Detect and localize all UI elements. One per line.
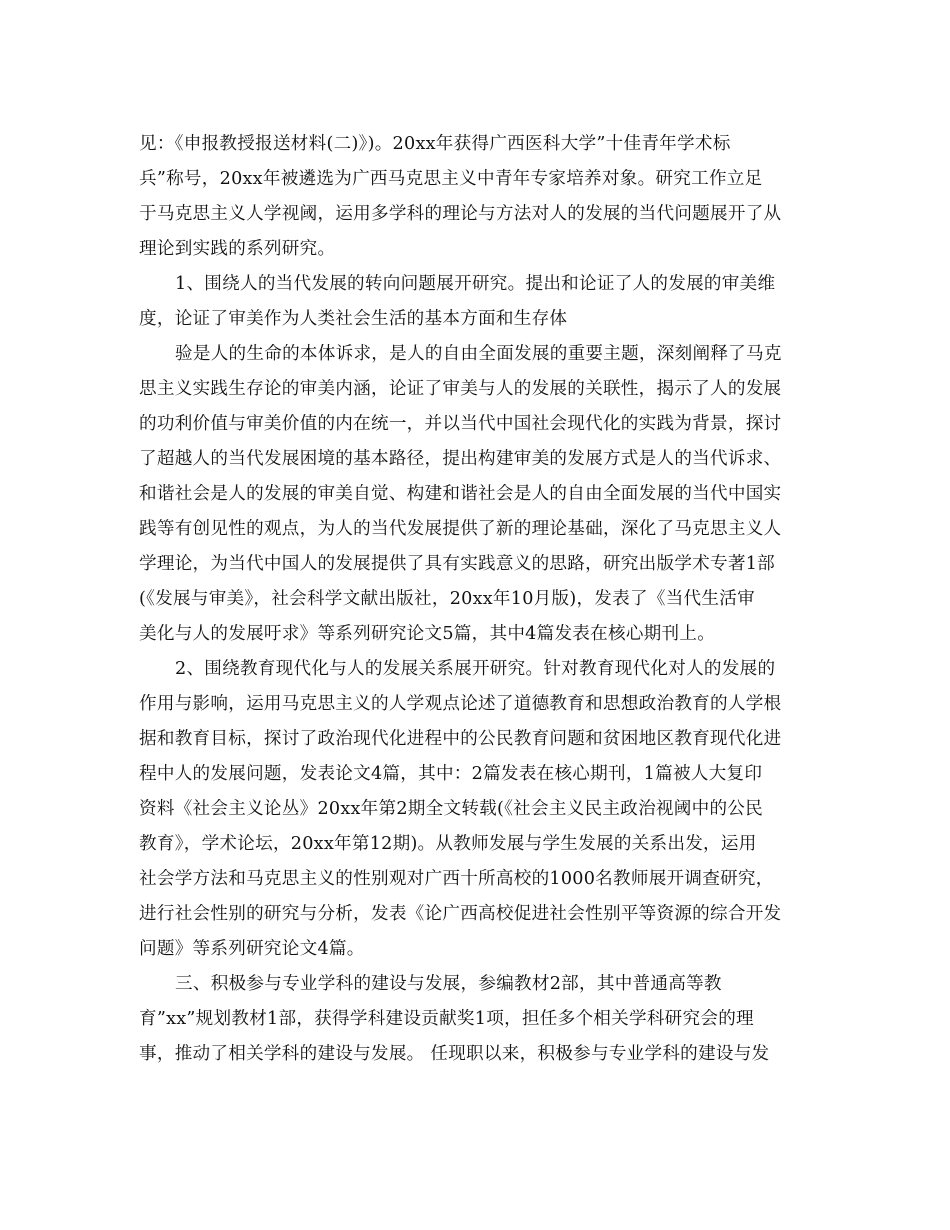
text-line: 于马克思主义人学视阈，运用多学科的理论与方法对人的发展的当代问题展开了从 (139, 204, 782, 224)
text-line: 度，论证了审美作为人类社会生活的基本方面和生存体 (139, 309, 568, 329)
text-line: 思主义实践生存论的审美内涵，论证了审美与人的发展的关联性，揭示了人的发展 (139, 379, 782, 399)
text-line: 和谐社会是人的发展的审美自觉、构建和谐社会是人的自由全面发展的当代中国实 (139, 484, 782, 504)
text-line: 育”xx”规划教材1部，获得学科建设贡献奖1项，担任多个相关学科研究会的理 (139, 1009, 754, 1029)
text-line: 作用与影响，运用马克思主义的人学观点论述了道德教育和思想政治教育的人学根 (139, 694, 782, 714)
text-line: 践等有创见性的观点，为人的当代发展提供了新的理论基础，深化了马克思主义人 (139, 519, 782, 539)
text-line: 理论到实践的系列研究。 (139, 239, 336, 259)
text-line: 学理论，为当代中国人的发展提供了具有实践意义的思路，研究出版学术专著1部 (139, 554, 775, 574)
text-line: 的功利价值与审美价值的内在统一，并以当代中国社会现代化的实践为背景，探讨 (139, 414, 782, 434)
document-body (139, 127, 814, 1072)
text-line: 三、积极参与专业学科的建设与发展，参编教材2部，其中普通高等教 (175, 974, 722, 994)
text-line: (《发展与审美》，社会科学文献出版社，20xx年10月版)，发表了《当代生活审 (139, 589, 755, 609)
text-line: 问题》等系列研究论文4篇。 (139, 939, 365, 959)
text-line: 事，推动了相关学科的建设与发展。 任现职以来，积极参与专业学科的建设与发 (139, 1044, 770, 1064)
text-line: 社会学方法和马克思主义的性别观对广西十所高校的1000名教师展开调查研究， (139, 869, 774, 889)
text-line: 据和教育目标，探讨了政治现代化进程中的公民教育问题和贫困地区教育现代化进 (139, 729, 782, 749)
text-line: 2、围绕教育现代化与人的发展关系展开研究。针对教育现代化对人的发展的 (175, 659, 776, 679)
text-line: 见：《申报教授报送材料(二)》)。20xx年获得广西医科大学”十佳青年学术标 (139, 134, 731, 154)
text-line: 进行社会性别的研究与分析，发表《论广西高校促进社会性别平等资源的综合开发 (139, 904, 782, 924)
text-line: 教育》，学术论坛，20xx年第12期)。从教师发展与学生发展的关系出发，运用 (139, 834, 757, 854)
text-line: 1、围绕人的当代发展的转向问题展开研究。提出和论证了人的发展的审美维 (175, 274, 776, 294)
text-line: 美化与人的发展吁求》等系列研究论文5篇，其中4篇发表在核心期刊上。 (139, 624, 716, 644)
text-line: 资料《社会主义论丛》20xx年第2期全文转载(《社会主义民主政治视阈中的公民 (139, 799, 763, 819)
text-line: 了超越人的当代发展困境的基本路径，提出构建审美的发展方式是人的当代诉求、 (139, 449, 782, 469)
text-line: 验是人的生命的本体诉求，是人的自由全面发展的重要主题，深刻阐释了马克 (175, 344, 782, 364)
text-line: 程中人的发展问题，发表论文4篇，其中：2篇发表在核心期刊，1篇被人大复印 (139, 764, 763, 784)
text-line: 兵”称号，20xx年被遴选为广西马克思主义中青年专家培养对象。研究工作立足 (139, 169, 763, 189)
